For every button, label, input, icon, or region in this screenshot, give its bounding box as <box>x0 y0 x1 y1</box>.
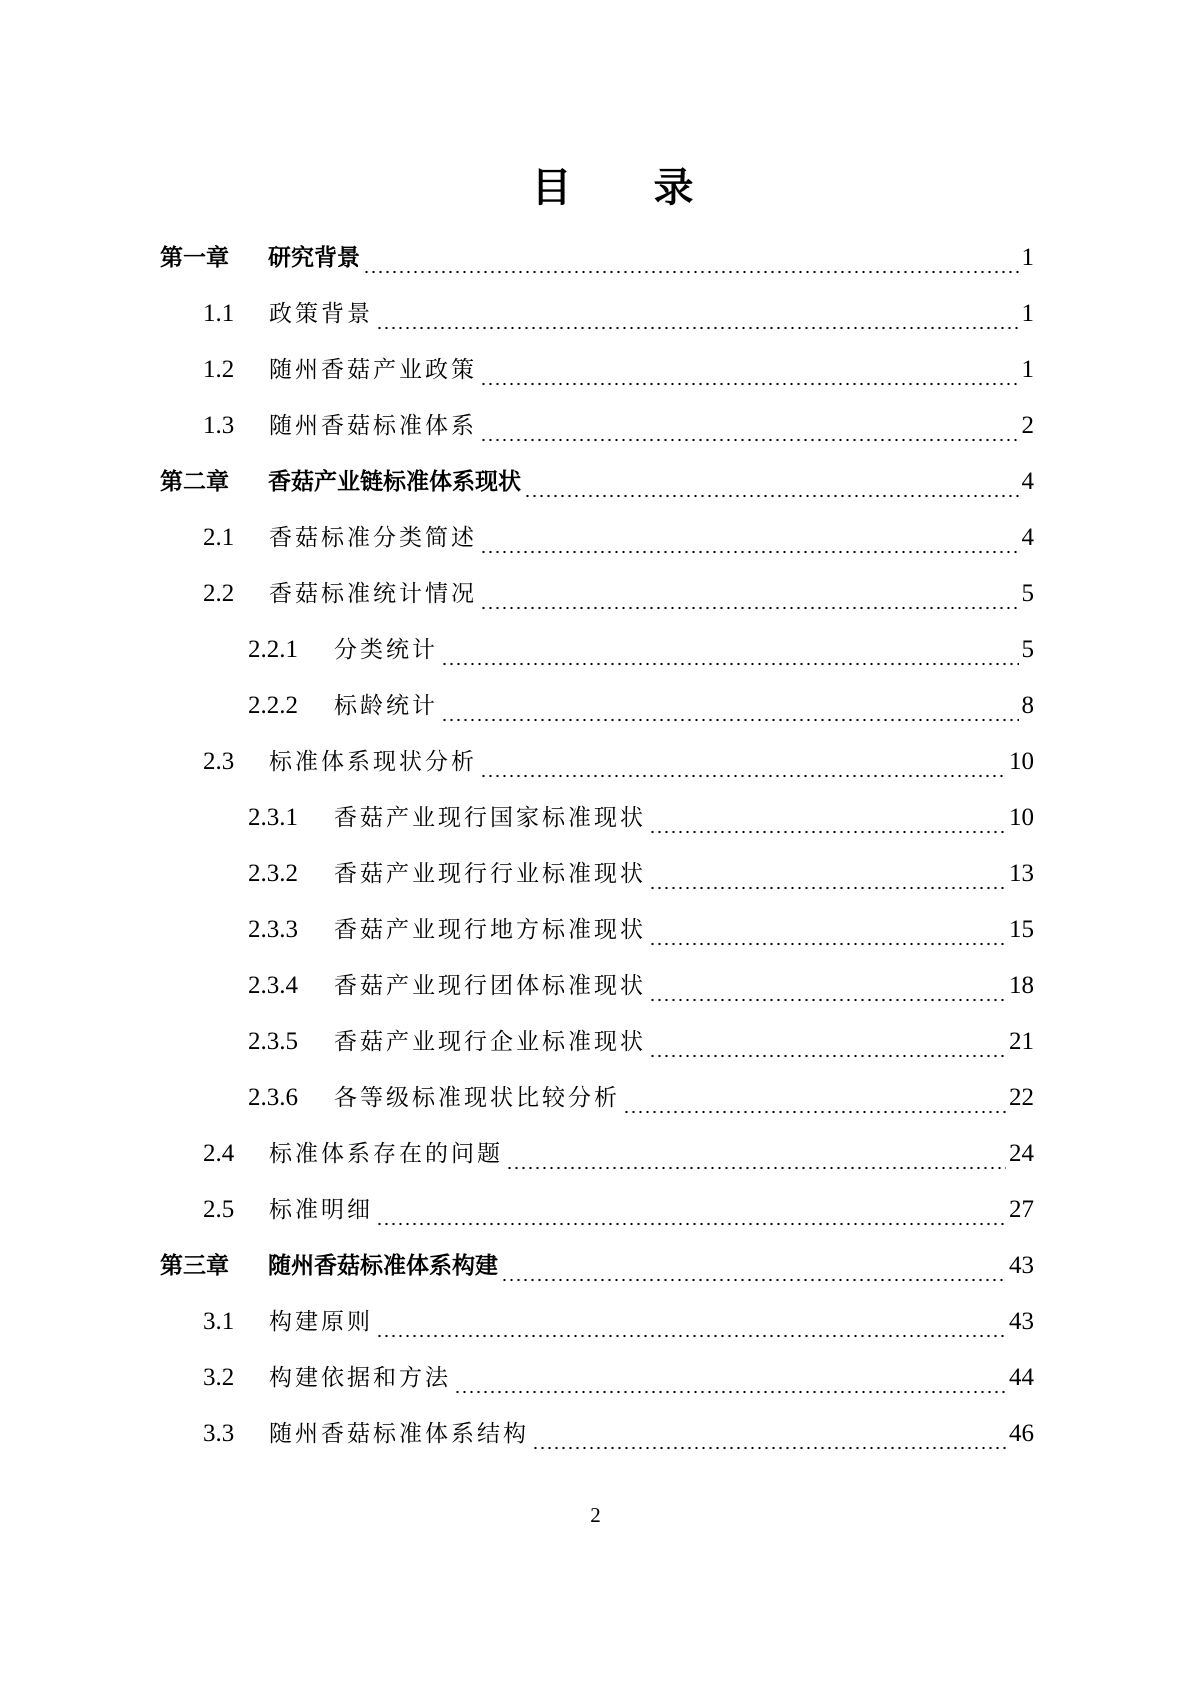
toc-entry-title: 构建原则 <box>269 1309 373 1335</box>
toc-entry-page: 2 <box>1021 412 1034 439</box>
dot-leader <box>441 702 1019 722</box>
toc-entry-page: 22 <box>1009 1084 1034 1111</box>
toc-entry-section[interactable] <box>203 398 1034 454</box>
dot-leader <box>480 366 1019 386</box>
dot-leader <box>649 814 1006 834</box>
toc-entry-page: 18 <box>1009 972 1034 999</box>
toc-entry-subsection[interactable] <box>248 958 1034 1014</box>
toc-entry-page: 46 <box>1009 1420 1034 1447</box>
toc-entry-title: 政策背景 <box>269 301 373 327</box>
toc-entry-number: 2.3.5 <box>248 1028 298 1055</box>
toc-entry-number: 2.3.4 <box>248 972 298 999</box>
toc-entry-number: 1.1 <box>203 300 235 327</box>
toc-entry-chapter[interactable] <box>160 454 1034 510</box>
toc-entry-title: 香菇产业链标准体系现状 <box>268 469 521 495</box>
dot-leader <box>524 478 1019 498</box>
toc-entry-number: 第二章 <box>160 469 229 495</box>
toc-entry-number: 1.2 <box>203 356 235 383</box>
toc-entry-subsection[interactable] <box>248 1014 1034 1070</box>
toc-entry-number: 2.3.6 <box>248 1084 298 1111</box>
dot-leader <box>376 1318 1006 1338</box>
dot-leader <box>649 982 1006 1002</box>
toc-entry-title: 香菇产业现行行业标准现状 <box>334 861 646 887</box>
toc-entry-title: 标准体系现状分析 <box>269 749 477 775</box>
toc-entry-page: 27 <box>1009 1196 1034 1223</box>
toc-entry-title: 香菇产业现行团体标准现状 <box>334 973 646 999</box>
toc-entry-page: 4 <box>1021 468 1034 495</box>
dot-leader <box>623 1094 1006 1114</box>
toc-entry-page: 1 <box>1021 356 1034 383</box>
toc-entry-subsection[interactable] <box>248 902 1034 958</box>
dot-leader <box>480 534 1019 554</box>
toc-entry-page: 15 <box>1009 916 1034 943</box>
toc-entry-number: 第三章 <box>160 1253 229 1279</box>
toc-entry-page: 21 <box>1009 1028 1034 1055</box>
toc-entry-section[interactable] <box>203 286 1034 342</box>
toc-entry-title: 香菇产业现行企业标准现状 <box>334 1029 646 1055</box>
dot-leader <box>501 1262 1006 1282</box>
dot-leader <box>649 926 1006 946</box>
toc-entry-page: 8 <box>1021 692 1034 719</box>
toc-entry-page: 1 <box>1021 244 1034 271</box>
toc-entry-number: 2.2 <box>203 580 235 607</box>
toc-entry-title: 标准体系存在的问题 <box>269 1141 503 1167</box>
dot-leader <box>480 422 1019 442</box>
toc-entry-page: 43 <box>1009 1308 1034 1335</box>
toc-entry-section[interactable] <box>203 734 1034 790</box>
toc-entry-title: 各等级标准现状比较分析 <box>334 1085 620 1111</box>
toc-entry-subsection[interactable] <box>248 622 1034 678</box>
toc-entry-title: 随州香菇标准体系构建 <box>268 1253 498 1279</box>
toc-entry-title: 香菇产业现行地方标准现状 <box>334 917 646 943</box>
toc-entry-number: 1.3 <box>203 412 235 439</box>
toc-entry-number: 2.3.2 <box>248 860 298 887</box>
toc-entry-title: 随州香菇标准体系 <box>269 413 477 439</box>
toc-entry-number: 2.2.2 <box>248 692 298 719</box>
toc-entry-page: 10 <box>1009 804 1034 831</box>
toc-entry-section[interactable] <box>203 1350 1034 1406</box>
toc-entry-number: 2.1 <box>203 524 235 551</box>
toc-entry-chapter[interactable] <box>160 1238 1034 1294</box>
dot-leader <box>649 870 1006 890</box>
dot-leader <box>376 1206 1006 1226</box>
toc-entry-page: 10 <box>1009 748 1034 775</box>
toc-entry-subsection[interactable] <box>248 1070 1034 1126</box>
toc-entry-section[interactable] <box>203 1126 1034 1182</box>
toc-entry-title: 随州香菇产业政策 <box>269 357 477 383</box>
toc-entry-page: 13 <box>1009 860 1034 887</box>
dot-leader <box>506 1150 1006 1170</box>
dot-leader <box>376 310 1019 330</box>
toc-entry-section[interactable] <box>203 1406 1034 1462</box>
toc-entry-subsection[interactable] <box>248 790 1034 846</box>
dot-leader <box>480 758 1006 778</box>
toc-entry-page: 43 <box>1009 1252 1034 1279</box>
toc-entry-page: 5 <box>1021 580 1034 607</box>
toc-entry-title: 标准明细 <box>269 1197 373 1223</box>
toc-entry-section[interactable] <box>203 1182 1034 1238</box>
toc-entry-page: 24 <box>1009 1140 1034 1167</box>
toc-entry-number: 2.5 <box>203 1196 235 1223</box>
toc-title: 目 录 <box>531 164 728 211</box>
toc-entry-title: 构建依据和方法 <box>269 1365 451 1391</box>
toc-entry-title: 标龄统计 <box>334 693 438 719</box>
toc-entry-title: 香菇标准分类简述 <box>269 525 477 551</box>
toc-entry-number: 3.3 <box>203 1420 235 1447</box>
toc-entry-number: 2.3.3 <box>248 916 298 943</box>
toc-entry-page: 4 <box>1021 524 1034 551</box>
toc-entry-title: 研究背景 <box>268 245 360 271</box>
toc-entry-section[interactable] <box>203 1294 1034 1350</box>
toc-entry-title: 香菇标准统计情况 <box>269 581 477 607</box>
toc-entry-subsection[interactable] <box>248 678 1034 734</box>
toc-entry-chapter[interactable] <box>160 230 1034 286</box>
toc-entry-title: 分类统计 <box>334 637 438 663</box>
page-number: 2 <box>590 1503 601 1527</box>
dot-leader <box>649 1038 1006 1058</box>
dot-leader <box>532 1430 1006 1450</box>
toc-entry-number: 2.2.1 <box>248 636 298 663</box>
toc-entry-number: 3.2 <box>203 1364 235 1391</box>
toc-entry-number: 2.3.1 <box>248 804 298 831</box>
dot-leader <box>441 646 1019 666</box>
dot-leader <box>480 590 1019 610</box>
toc-entry-section[interactable] <box>203 566 1034 622</box>
toc-entry-section[interactable] <box>203 510 1034 566</box>
toc-entry-number: 3.1 <box>203 1308 235 1335</box>
toc-entry-page: 1 <box>1021 300 1034 327</box>
toc-entry-number: 2.4 <box>203 1140 235 1167</box>
toc-entry-page: 5 <box>1021 636 1034 663</box>
toc-entry-section[interactable] <box>203 342 1034 398</box>
toc-entry-number: 第一章 <box>160 245 229 271</box>
toc-entry-subsection[interactable] <box>248 846 1034 902</box>
dot-leader <box>363 254 1019 274</box>
dot-leader <box>454 1374 1006 1394</box>
toc-entry-title: 随州香菇标准体系结构 <box>269 1421 529 1447</box>
toc-entry-number: 2.3 <box>203 748 235 775</box>
toc-entry-title: 香菇产业现行国家标准现状 <box>334 805 646 831</box>
toc-entry-page: 44 <box>1009 1364 1034 1391</box>
